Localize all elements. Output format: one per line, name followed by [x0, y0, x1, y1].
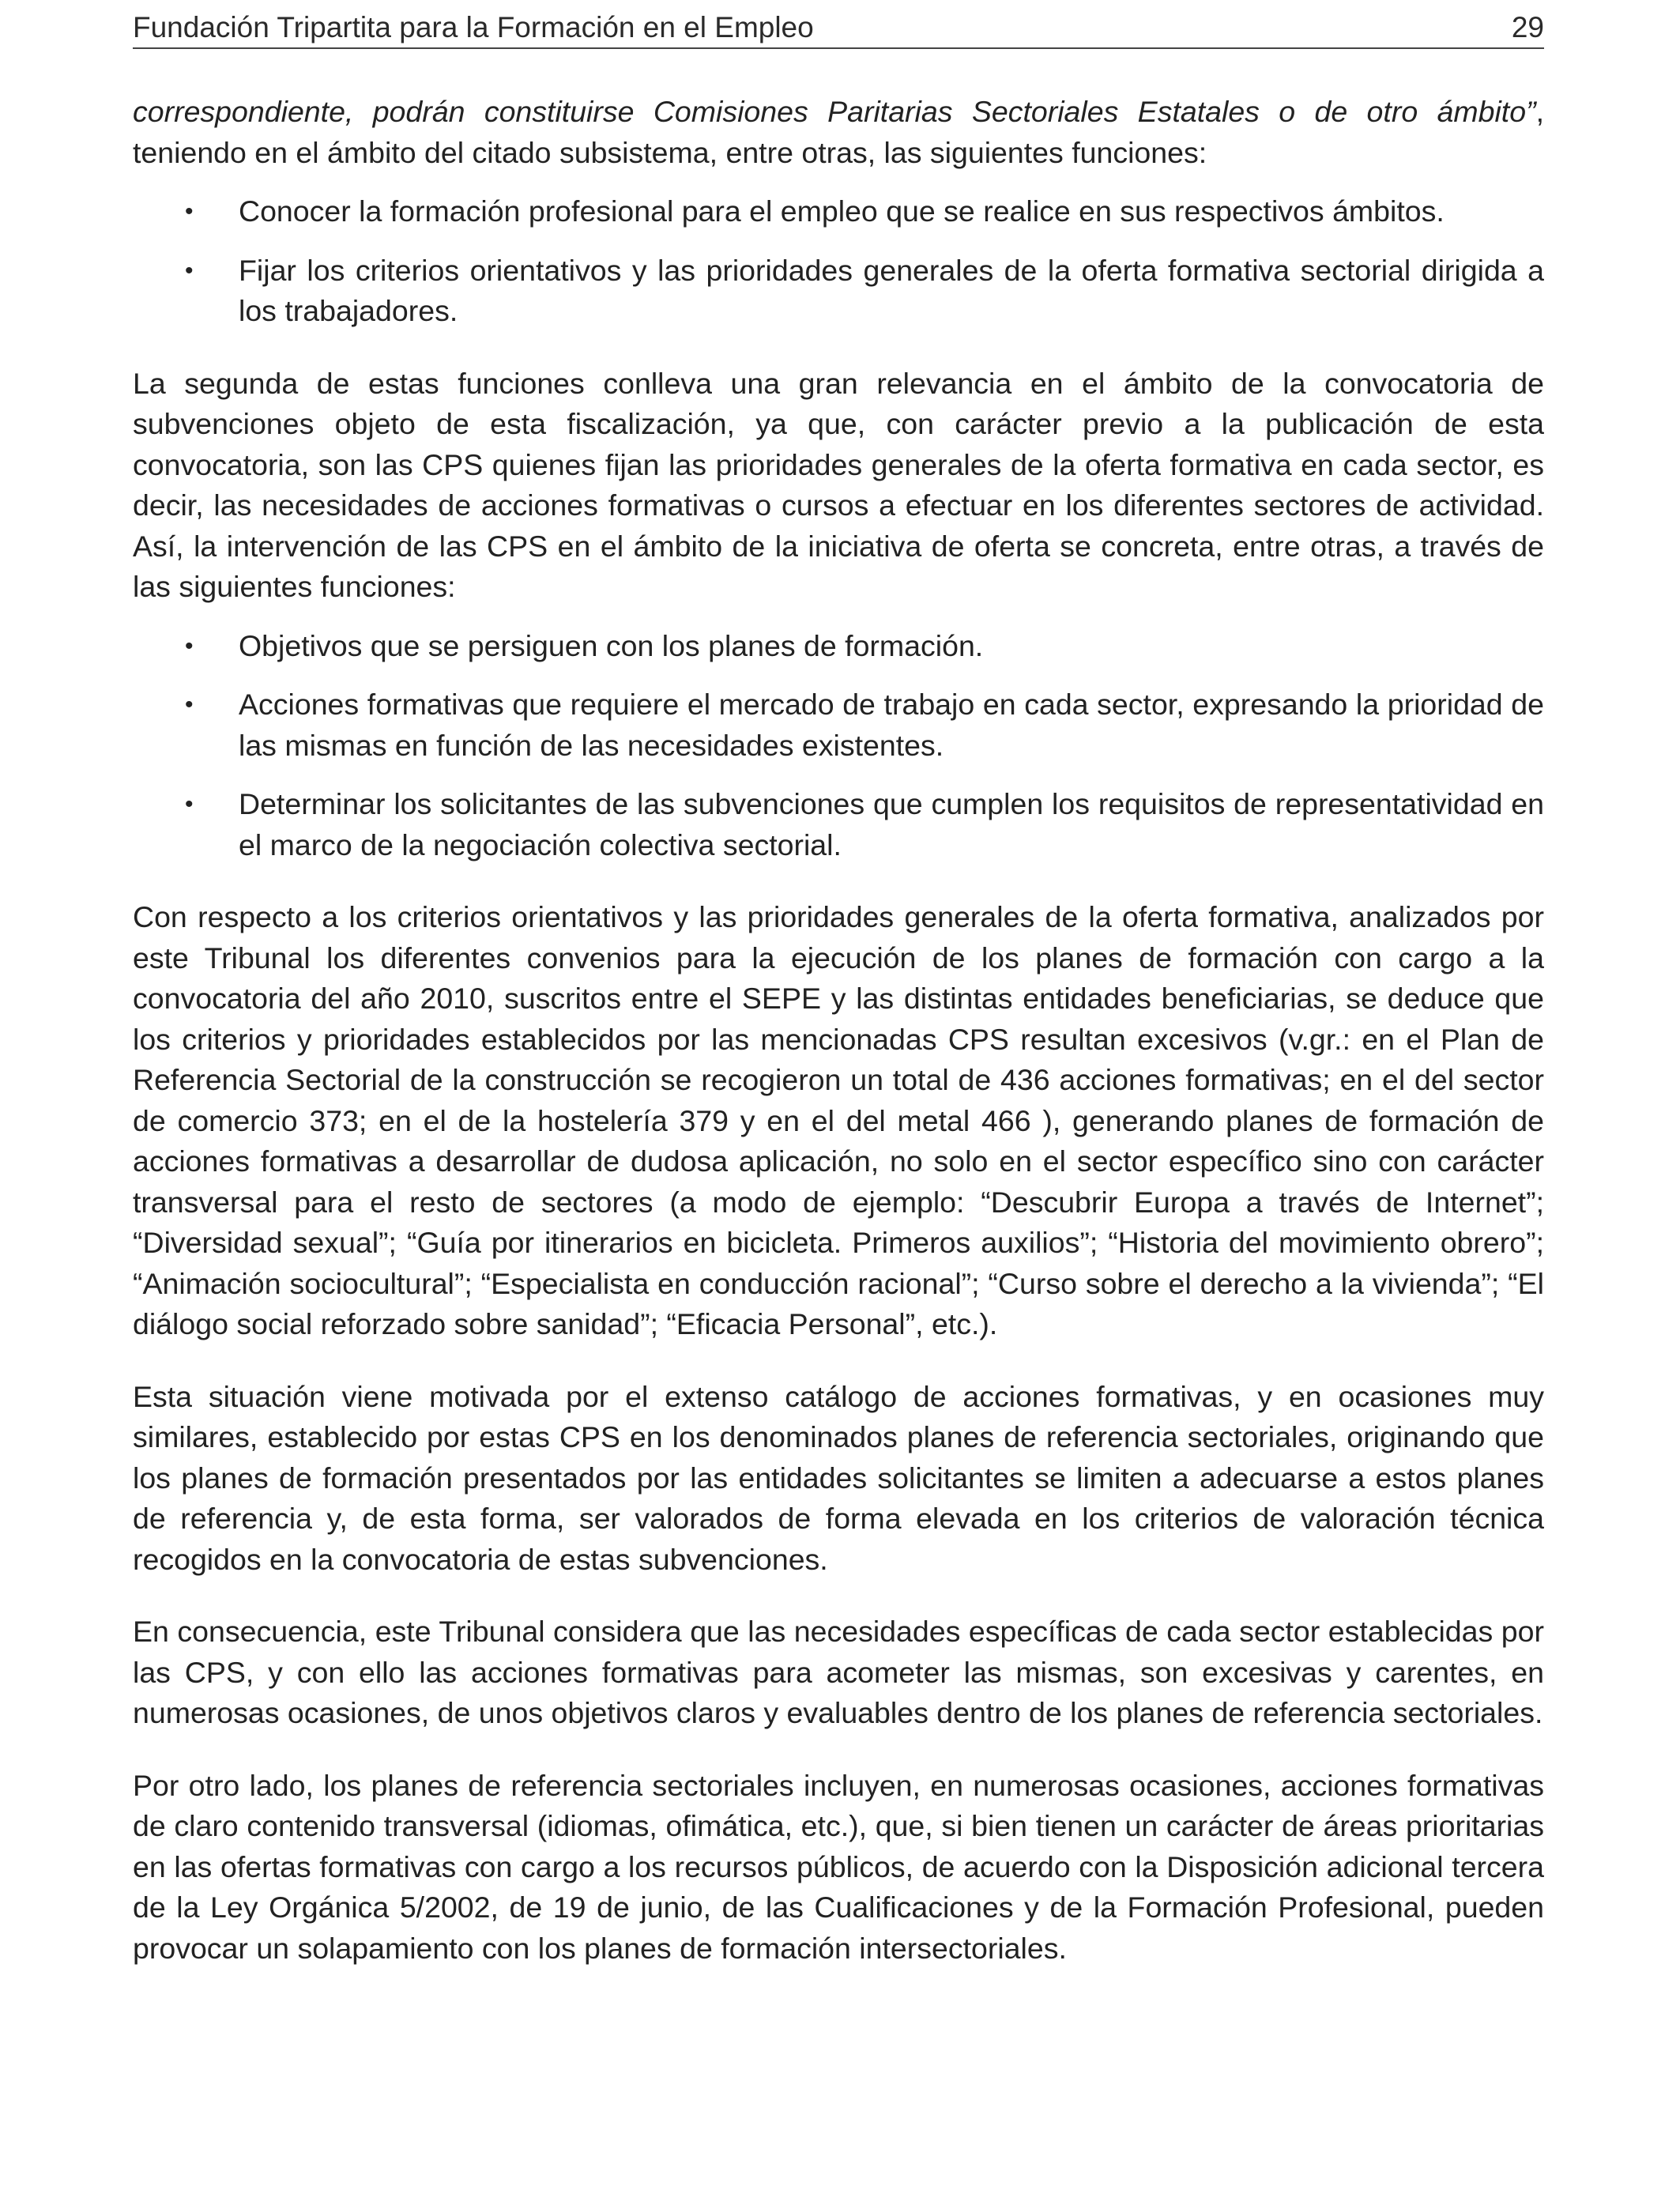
intro-italic-quote: correspondiente, podrán constituirse Comisiones Paritarias Sectoriales Estatales o de otro ámbito”	[133, 95, 1536, 128]
list-item	[133, 626, 1544, 667]
intro-paragraph	[133, 92, 1544, 173]
page-header	[133, 8, 1544, 49]
functions-list-1	[133, 191, 1544, 332]
bullet-icon: •	[185, 198, 194, 224]
document-body	[133, 92, 1544, 1969]
list-item-text: Determinar los solicitantes de las subvenciones que cumplen los requisitos de representatividad en el marco de la negociación colectiva sectorial.	[239, 787, 1544, 861]
paragraph-consequence: En consecuencia, este Tribunal considera que las necesidades específicas de cada sector establecidas por las CPS, y con ello las acciones formativas para acometer las mismas, son excesivas y carentes, en numerosas ocasiones, de unos objetivos claros y evaluables dentro de los planes de referencia sectoriales.	[133, 1615, 1544, 1729]
paragraph-overlap: Por otro lado, los planes de referencia sectoriales incluyen, en numerosas ocasiones, acciones formativas de claro contenido transversal (idiomas, ofimática, etc.), que, si bien tienen un carácter de áreas prioritarias en las ofertas formativas con cargo a los recursos públicos, de acuerdo con la Disposición adicional tercera de la Ley Orgánica 5/2002, de 19 de junio, de las Cualificaciones y de la Formación Profesional, pueden provocar un solapamiento con los planes de formación intersectoriales.	[133, 1768, 1544, 1965]
list-item-text: Objetivos que se persiguen con los planes de formación.	[239, 628, 984, 662]
list-item-text: Acciones formativas que requiere el mercado de trabajo en cada sector, expresando la prioridad de las mismas en función de las necesidades existentes.	[239, 688, 1544, 762]
header-title: Fundación Tripartita para la Formación en el Empleo	[133, 11, 814, 43]
page-number: 29	[1511, 11, 1544, 43]
list-item	[133, 251, 1544, 332]
list-item	[133, 784, 1544, 865]
paragraph-criteria: Con respecto a los criterios orientativos y las prioridades generales de la oferta formativa, analizados por este Tribunal los diferentes convenios para la ejecución de los planes de formación con cargo a la convocatoria del año 2010, suscritos entre el SEPE y las distintas entidades beneficiarias, se deduce que los criterios y prioridades establecidos por las mencionadas CPS resultan excesivos (v.gr.: en el Plan de Referencia Sectorial de la construcción se recogieron un total de 436 acciones formativas; en el del sector de comercio 373; en el de la hostelería 379 y en el del metal 466 ), generando planes de formación de acciones formativas a desarrollar de dudosa aplicación, no solo en el sector específico sino con carácter transversal para el resto de sectores (a modo de ejemplo: “Descubrir Europa a través de Internet”; “Diversidad sexual”; “Guía por itinerarios en bicicleta. Primeros auxilios”; “Historia del movimiento obrero”; “Animación sociocultural”; “Especialista en conducción racional”; “Curso sobre el derecho a la vivienda”; “El diálogo social reforzado sobre sanidad”; “Eficacia Personal”, etc.).	[133, 900, 1544, 1340]
list-item-text: Fijar los criterios orientativos y las prioridades generales de la oferta formativa sectorial dirigida a los trabajadores.	[239, 253, 1544, 327]
list-item	[133, 684, 1544, 766]
bullet-icon: •	[185, 791, 194, 817]
list-item	[133, 191, 1544, 232]
bullet-icon: •	[185, 632, 194, 659]
bullet-icon: •	[185, 257, 194, 284]
paragraph-cps-functions: La segunda de estas funciones conlleva una gran relevancia en el ámbito de la convocatoria de subvenciones objeto de esta fiscalización, ya que, con carácter previo a la publicación de esta convocatoria, son las CPS quienes fijan las prioridades generales de la oferta formativa en cada sector, es decir, las necesidades de acciones formativas o cursos a efectuar en los diferentes sectores de actividad. Así, la intervención de las CPS en el ámbito de la iniciativa de oferta se concreta, entre otras, a través de las siguientes funciones:	[133, 366, 1544, 603]
list-item-text: Conocer la formación profesional para el empleo que se realice en sus respectivos ámbitos.	[239, 194, 1445, 228]
intro-text: , teniendo en el ámbito del citado subsistema, entre otras, las siguientes funciones:	[133, 95, 1544, 169]
bullet-icon: •	[185, 692, 194, 718]
functions-list-2	[133, 626, 1544, 866]
paragraph-situation: Esta situación viene motivada por el extenso catálogo de acciones formativas, y en ocasiones muy similares, establecido por estas CPS en los denominados planes de referencia sectoriales, originando que los planes de formación presentados por las entidades solicitantes se limiten a adecuarse a estos planes de referencia y, de esta forma, ser valorados de forma elevada en los criterios de valoración técnica recogidos en la convocatoria de estas subvenciones.	[133, 1379, 1544, 1576]
